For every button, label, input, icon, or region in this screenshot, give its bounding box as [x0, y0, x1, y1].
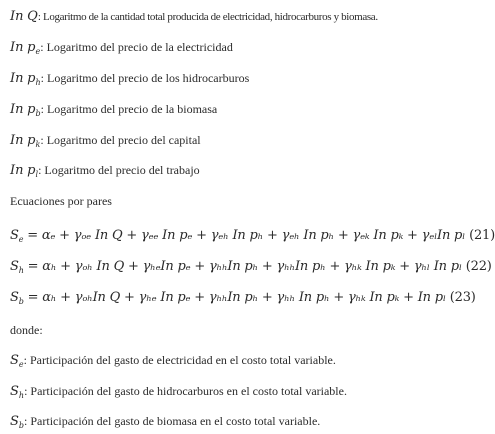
equation-number: (21): [469, 228, 495, 243]
definition-text: : Logaritmo del precio del trabajo: [38, 163, 200, 177]
equation-lhs: S: [10, 259, 19, 274]
equation-lhs-subscript: h: [18, 266, 24, 275]
participation-text: : Participación del gasto de biomasa en el costo total variable.: [24, 414, 321, 428]
definition-text: : Logaritmo del precio del capital: [40, 133, 201, 147]
definition-text: : Logaritmo del precio de los hidrocarburos: [40, 71, 250, 85]
equation-body: = αₑ + γₒₑ In Q + γₑₑ In pₑ + γₑₕ In pₕ + γₑₕ In pₕ + γₑₖ In pₖ + γₑₗIn pₗ: [27, 228, 466, 243]
definition-text: : Logaritmo de la cantidad total producida de electricidad, hidrocarburos y biomasa.: [37, 11, 378, 23]
participation-text: : Participación del gasto de hidrocarburos en el costo total variable.: [24, 384, 347, 398]
participation-symbol: S: [10, 384, 19, 399]
equation-lhs-subscript: b: [18, 297, 24, 306]
participation-sh: [10, 383, 347, 404]
participation-sb: [10, 413, 320, 434]
equation-23: [10, 290, 476, 310]
definition-ln-ph: [10, 70, 249, 91]
equation-number: (22): [465, 259, 492, 274]
participation-text: : Participación del gasto de electricidad en el costo total variable.: [23, 353, 336, 367]
participation-subscript: h: [18, 391, 25, 400]
definition-ln-pk: [10, 132, 201, 153]
equation-number: (23): [449, 290, 476, 305]
equation-body: = αₕ + γₒₕ In Q + γₕₑIn pₑ + γₕₕIn pₕ + γₕₕIn pₕ + γₕₖ In pₖ + γₕₗ In pₗ: [27, 259, 462, 274]
participation-se: [10, 352, 336, 373]
equation-body: = αₕ + γₒₕIn Q + γₕₑ In pₑ + γₕₕIn pₕ + γₕₕ In pₕ + γₕₖ In pₖ + In pₗ: [27, 290, 446, 305]
equation-22: [10, 259, 492, 279]
equation-21: [10, 228, 495, 248]
definition-variable: p: [27, 40, 36, 55]
definition-symbol: In: [10, 9, 24, 24]
definition-subscript: l: [35, 170, 39, 179]
participation-symbol: S: [10, 414, 19, 429]
equation-lhs: S: [10, 228, 19, 243]
participation-subscript: b: [18, 421, 25, 430]
definition-symbol: In: [10, 133, 24, 148]
donde-label: donde:: [10, 323, 43, 337]
definition-symbol: In: [10, 71, 24, 86]
definition-ln-pl: [10, 162, 200, 183]
definition-ln-pe: [10, 39, 233, 60]
definition-symbol: In: [10, 163, 24, 178]
definition-subscript: k: [35, 140, 41, 149]
definition-subscript: e: [35, 47, 41, 56]
definition-ln-pb: [10, 101, 217, 122]
definition-symbol: In: [10, 40, 24, 55]
participation-subscript: e: [18, 360, 24, 369]
definition-subscript: h: [35, 78, 41, 87]
definition-variable: p: [27, 163, 36, 178]
section-label: Ecuaciones por pares: [10, 194, 112, 208]
definition-text: : Logaritmo del precio de la biomasa: [40, 102, 218, 116]
participation-symbol: S: [10, 353, 19, 368]
equation-lhs-subscript: e: [18, 235, 24, 244]
equation-lhs: S: [10, 290, 19, 305]
definition-ln-q: [10, 8, 378, 25]
definition-subscript: b: [35, 109, 41, 118]
definition-variable: p: [27, 71, 36, 86]
definition-variable: Q: [27, 9, 38, 24]
definition-text: : Logaritmo del precio de la electricidad: [40, 40, 233, 54]
definition-variable: p: [27, 133, 36, 148]
definition-symbol: In: [10, 102, 24, 117]
definition-variable: p: [27, 102, 36, 117]
